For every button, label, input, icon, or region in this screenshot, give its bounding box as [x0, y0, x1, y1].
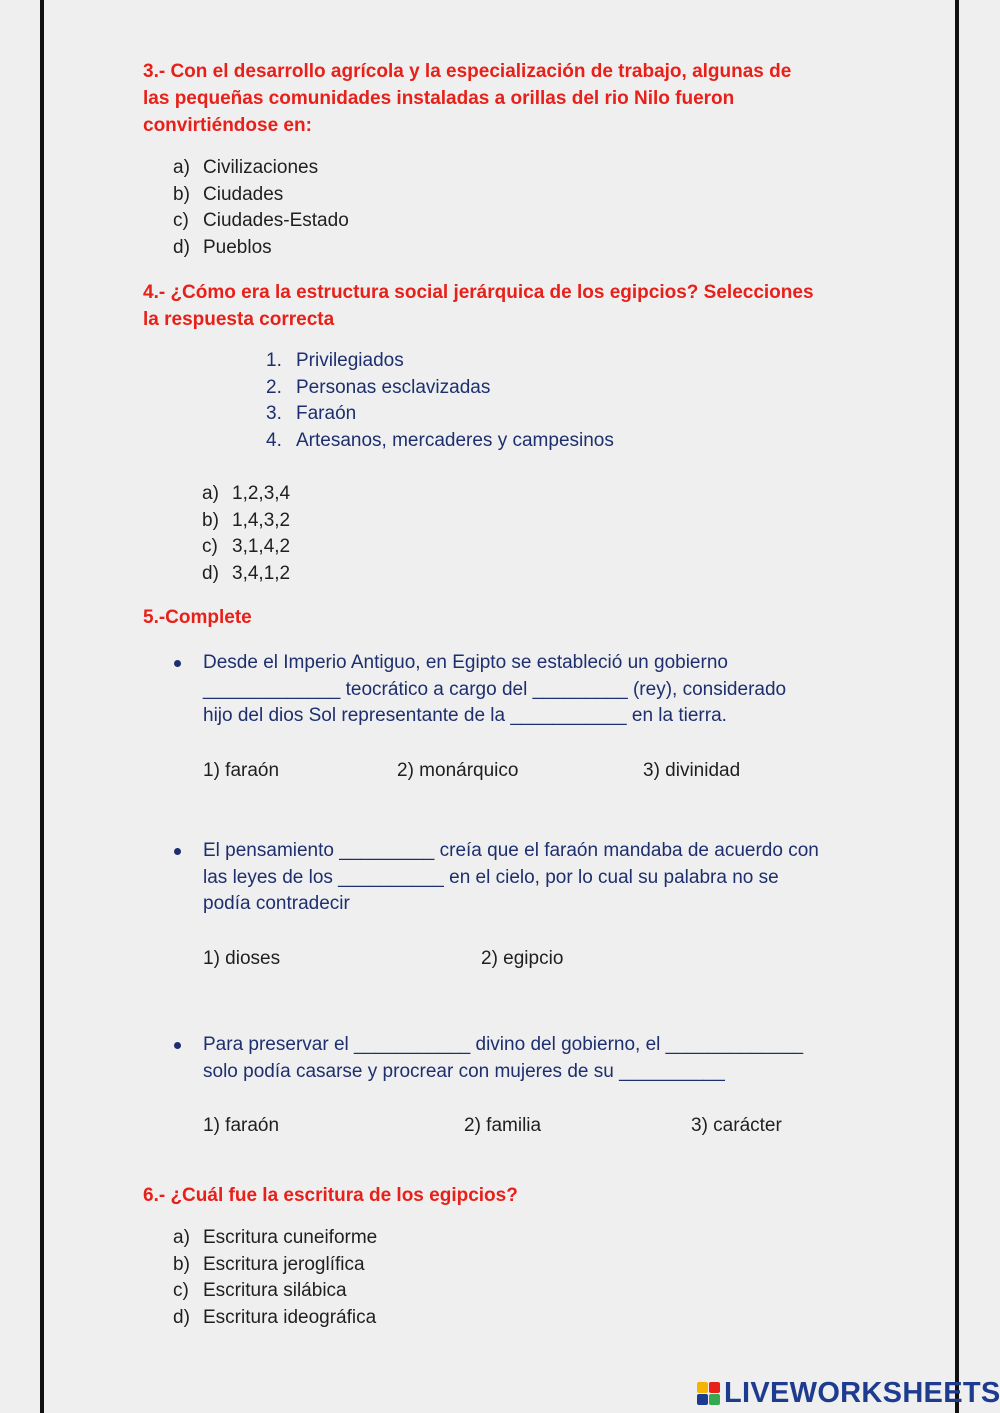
choice-3[interactable]: 3) carácter — [691, 1115, 782, 1136]
option-d[interactable]: d) Pueblos — [173, 237, 272, 259]
question-4-hierarchy-list — [266, 348, 614, 455]
question-6-options — [173, 1225, 377, 1332]
page-border-right — [955, 0, 959, 1413]
choice-2[interactable]: 2) egipcio — [481, 948, 564, 969]
list-item: 3. Faraón — [266, 403, 357, 425]
list-item: 2. Personas esclavizadas — [266, 376, 491, 398]
brand-name: LIVEWORKSHEETS — [724, 1376, 1000, 1409]
option-c[interactable]: c) Ciudades-Estado — [173, 210, 349, 232]
question-4 — [143, 279, 814, 333]
question-3-line-1: 3.- Con el desarrollo agrícola y la especialización de trabajo, algunas de — [143, 61, 792, 82]
option-d[interactable]: d) 3,4,1,2 — [202, 563, 291, 585]
liveworksheets-logo-icon — [697, 1382, 720, 1405]
choice-1[interactable]: 1) faraón — [203, 760, 280, 781]
question-5-title: 5.-Complete — [143, 607, 252, 628]
complete-paragraph-3 — [203, 1032, 803, 1085]
list-item: 4. Artesanos, mercaderes y campesinos — [266, 430, 614, 452]
paragraph-line: _____________ teocrático a cargo del _________ (rey), considerado — [203, 678, 787, 700]
option-b[interactable]: b) Ciudades — [173, 183, 284, 205]
page-border-left — [40, 0, 44, 1413]
question-4-line-2: la respuesta correcta — [143, 309, 335, 330]
question-3-line-3: convirtiéndose en: — [143, 115, 312, 136]
option-a[interactable]: a) 1,2,3,4 — [202, 483, 291, 504]
choice-3[interactable]: 3) divinidad — [643, 760, 741, 781]
paragraph-line: Para preservar el ___________ divino del gobierno, el _____________ — [203, 1034, 804, 1055]
option-b[interactable]: b) Escritura jeroglífica — [173, 1253, 365, 1275]
choice-2[interactable]: 2) familia — [464, 1115, 542, 1136]
option-b[interactable]: b) 1,4,3,2 — [202, 509, 291, 531]
option-c[interactable]: c) 3,1,4,2 — [202, 536, 291, 558]
choice-1[interactable]: 1) faraón — [203, 1115, 280, 1136]
complete-paragraph-1 — [203, 650, 786, 730]
question-3-line-2: las pequeñas comunidades instaladas a orillas del rio Nilo fueron — [143, 88, 735, 109]
paragraph-line: las leyes de los __________ en el cielo, por lo cual su palabra no se — [203, 866, 779, 888]
option-a[interactable]: a) Escritura cuneiforme — [173, 1227, 378, 1248]
paragraph-line: podía contradecir — [203, 893, 350, 915]
option-d[interactable]: d) Escritura ideográfica — [173, 1307, 377, 1329]
paragraph-line: hijo del dios Sol representante de la ___________ en la tierra. — [203, 705, 727, 727]
paragraph-line: El pensamiento _________ creía que el faraón mandaba de acuerdo con — [203, 840, 819, 861]
bullet-icon — [174, 660, 181, 667]
choice-1[interactable]: 1) dioses — [203, 948, 281, 969]
liveworksheets-logo[interactable] — [697, 1378, 1000, 1408]
bullet-icon — [174, 848, 181, 855]
logo-square — [709, 1394, 720, 1405]
question-3 — [143, 58, 791, 139]
question-4-line-1: 4.- ¿Cómo era la estructura social jerárquica de los egipcios? Selecciones — [143, 282, 814, 303]
choice-2[interactable]: 2) monárquico — [397, 760, 519, 781]
logo-square — [709, 1382, 720, 1393]
paragraph-line: Desde el Imperio Antiguo, en Egipto se estableció un gobierno — [203, 652, 728, 673]
paragraph-line: solo podía casarse y procrear con mujeres de su __________ — [203, 1060, 725, 1082]
complete-paragraph-2 — [203, 838, 819, 918]
logo-square — [697, 1394, 708, 1405]
option-a[interactable]: a) Civilizaciones — [173, 157, 319, 178]
option-c[interactable]: c) Escritura silábica — [173, 1280, 347, 1302]
list-item: 1. Privilegiados — [266, 350, 404, 371]
question-6-title: 6.- ¿Cuál fue la escritura de los egipcios? — [143, 1185, 518, 1206]
bullet-icon — [174, 1042, 181, 1049]
question-4-options — [202, 481, 290, 588]
question-3-options — [173, 155, 349, 262]
logo-square — [697, 1382, 708, 1393]
